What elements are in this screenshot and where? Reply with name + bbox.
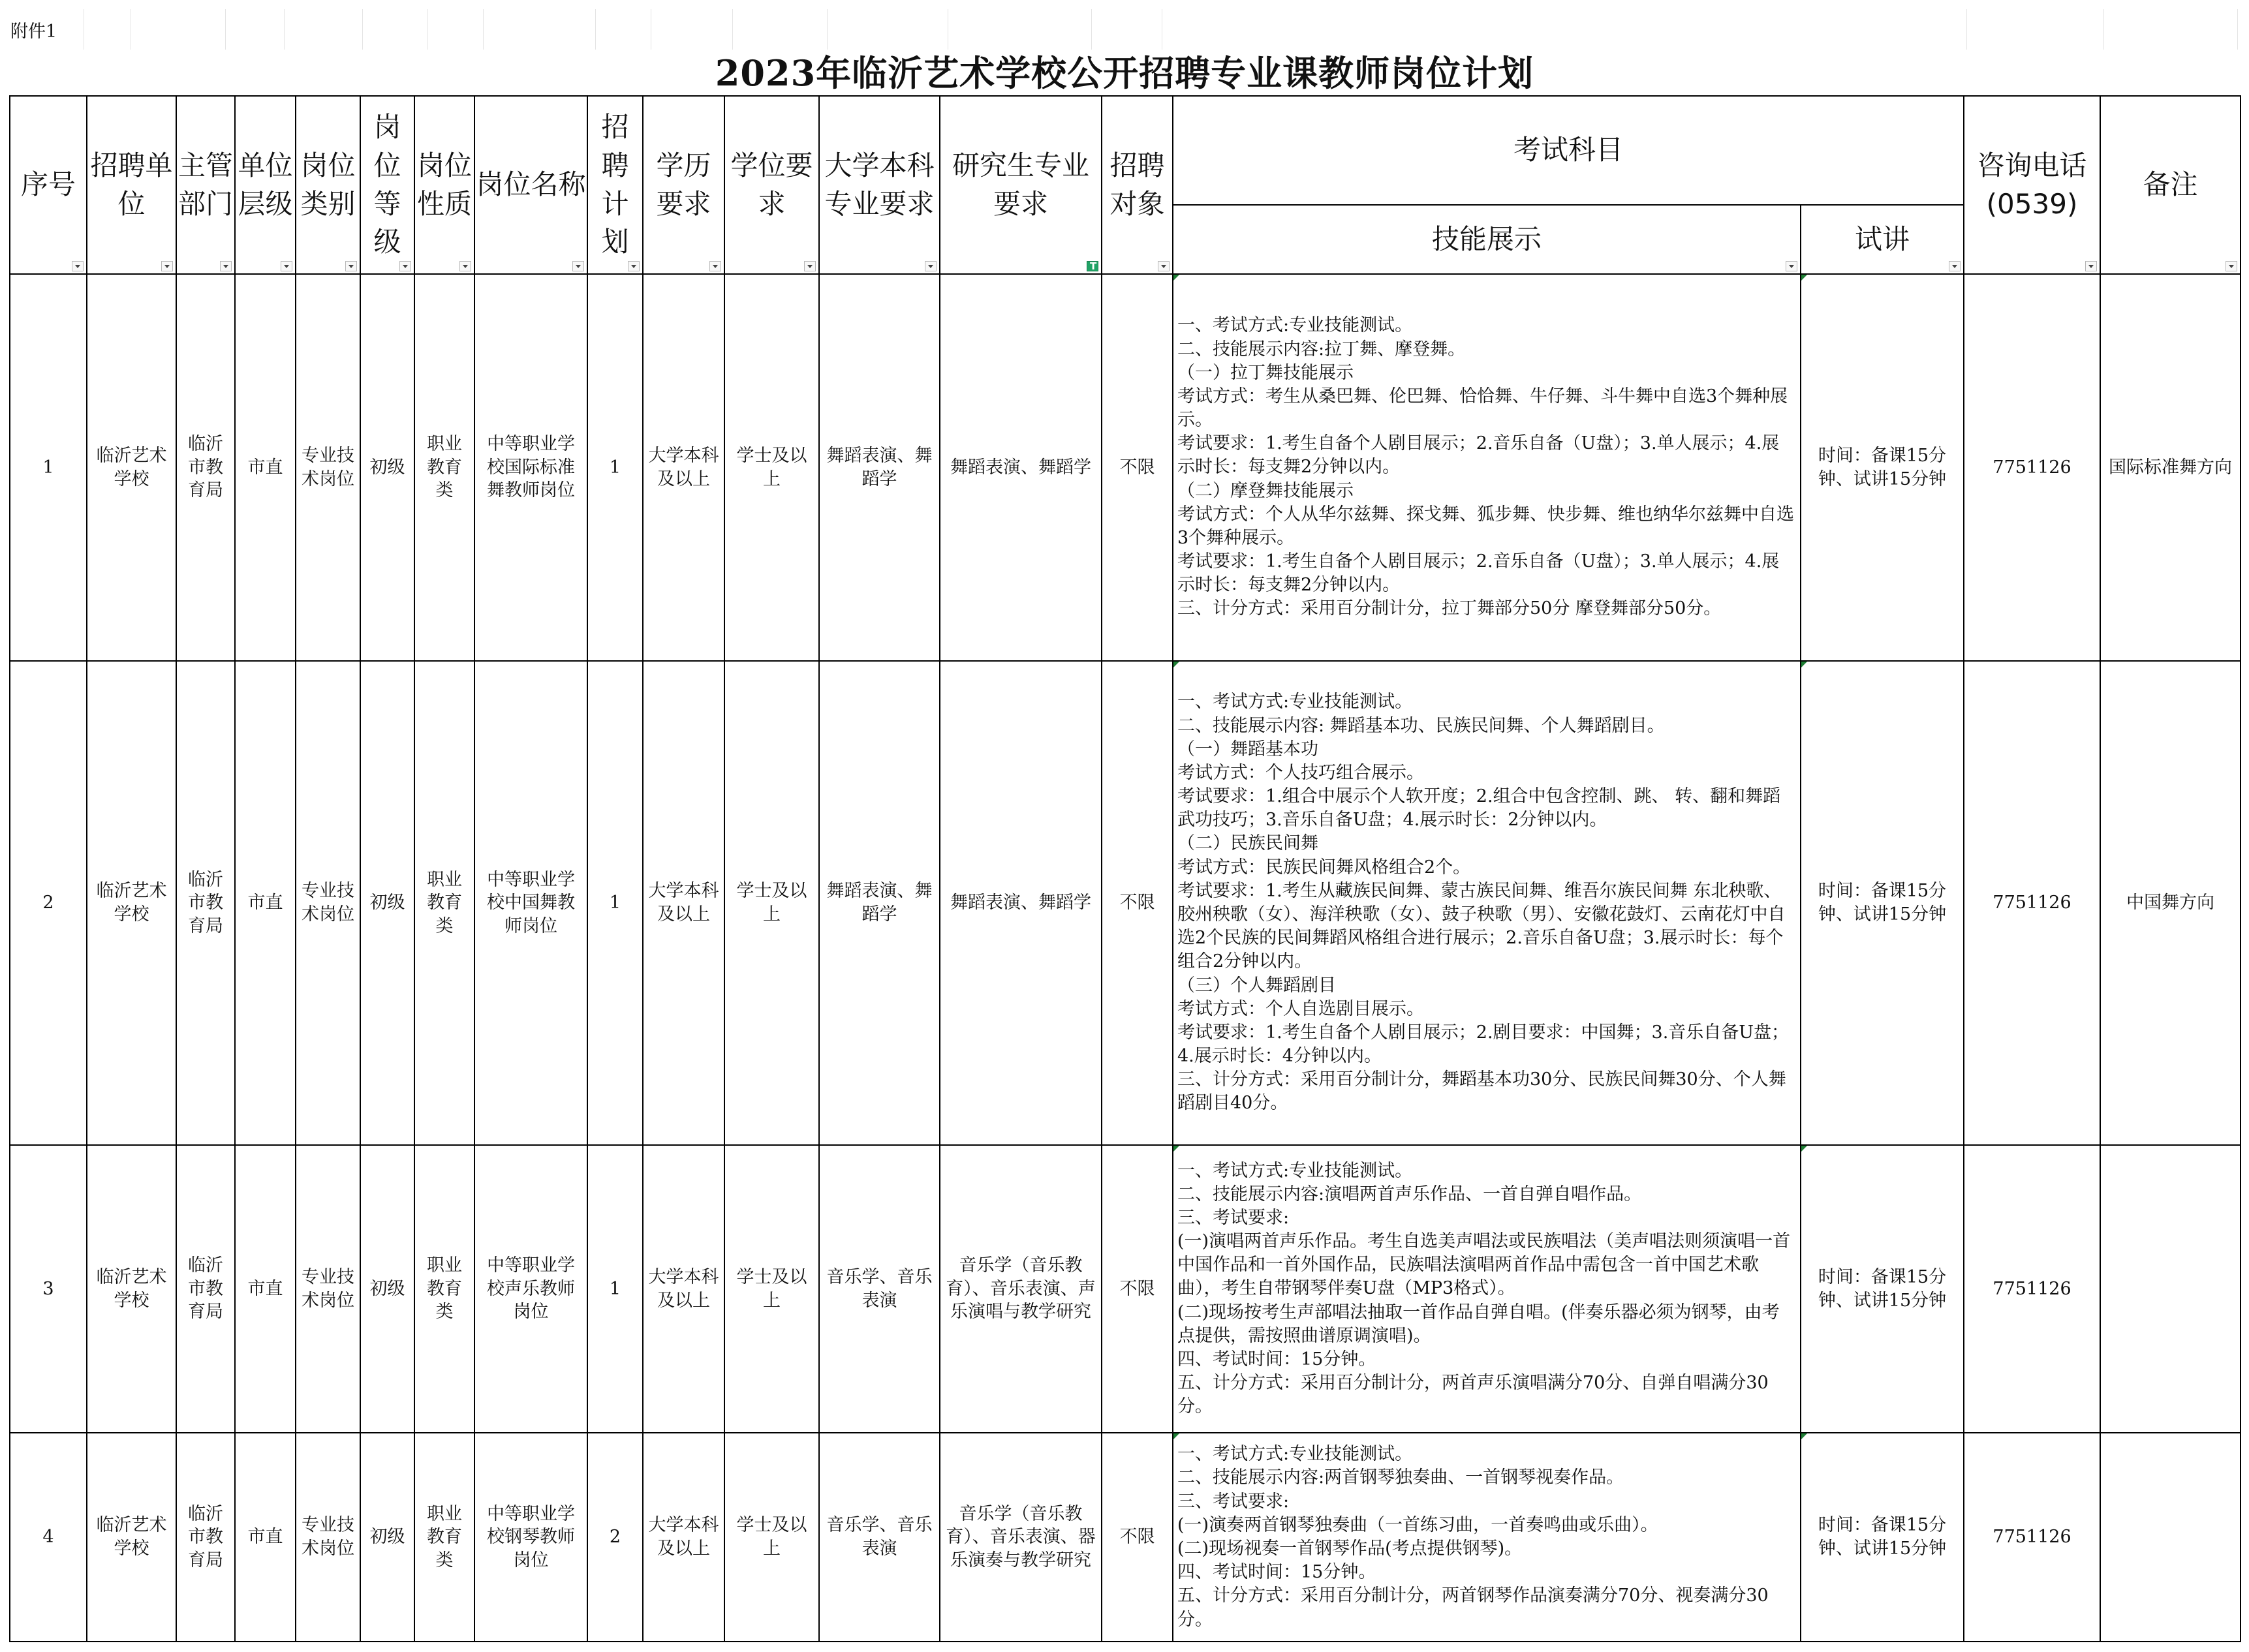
cell-major-postgrad[interactable]: 舞蹈表演、舞蹈学 <box>940 661 1102 1145</box>
cell-major-postgrad[interactable]: 舞蹈表演、舞蹈学 <box>940 274 1102 661</box>
cell-name[interactable]: 中等职业学校中国舞教师岗位 <box>474 661 587 1145</box>
cell-remark[interactable]: 中国舞方向 <box>2100 661 2241 1145</box>
filter-active-icon[interactable] <box>1087 261 1098 271</box>
cell-nature[interactable]: 职业教育类 <box>414 661 474 1145</box>
cell-major-undergrad[interactable]: 舞蹈表演、舞蹈学 <box>819 661 940 1145</box>
header-target[interactable]: 招聘对象 <box>1102 96 1173 274</box>
filter-dropdown-icon[interactable] <box>220 261 232 271</box>
cell-target[interactable]: 不限 <box>1102 1145 1173 1433</box>
cell-level[interactable]: 市直 <box>235 1433 296 1642</box>
cell-remark[interactable]: 国际标准舞方向 <box>2100 274 2241 661</box>
filter-dropdown-icon[interactable] <box>72 261 84 271</box>
cell-type[interactable]: 专业技术岗位 <box>296 661 360 1145</box>
cell-major-undergrad[interactable]: 舞蹈表演、舞蹈学 <box>819 274 940 661</box>
cell-degree[interactable]: 学士及以上 <box>724 661 819 1145</box>
comment-marker-icon <box>1173 662 1179 667</box>
table-row <box>10 1433 2241 1642</box>
cell-lecture[interactable]: 时间：备课15分钟、试讲15分钟 <box>1801 1433 1964 1642</box>
header-exam: 考试科目 <box>1173 96 1964 205</box>
cell-major-postgrad[interactable]: 音乐学（音乐教育）、音乐表演、器乐演奏与教学研究 <box>940 1433 1102 1642</box>
cell-type[interactable]: 专业技术岗位 <box>296 1145 360 1433</box>
cell-skill[interactable]: 一、考试方式:专业技能测试。 二、技能展示内容: 舞蹈基本功、民族民间舞、个人舞蹈剧目。 （一）舞蹈基本功 考试方式：个人技巧组合展示。 考试要求：1.组合中展示个人软开度；2.组合中包含控制、跳、 转、翻和舞蹈武功技巧；3.音乐自备U盘；4.展示时长：2分钟以内。 （二）民族民间舞 考试方式：民族民间舞风格组合2个。 考试要求：1.考生从藏族民间舞、蒙古族民间舞、维吾尔族民间舞 东北秧歌、胶州秧歌（女）、海洋秧歌（女）、鼓子秧歌（男）、安徽花鼓灯、云南花灯中自选2个民族的民间舞蹈风格组合进行展示；2.音乐自备U盘；3.展示时长：每个组合2分钟以内。 （三）个人舞蹈剧目 考试方式：个人自选剧目展示。 考试要求：1.考生自备个人剧目展示；2.剧目要求：中国舞；3.音乐自备U盘；4.展示时长：4分钟以内。 三、计分方式：采用百分制计分，舞蹈基本功30分、民族民间舞30分、个人舞蹈剧目40分。 <box>1173 661 1801 1145</box>
filter-dropdown-icon[interactable] <box>2226 261 2237 271</box>
header-skill[interactable]: 技能展示 <box>1173 205 1801 274</box>
filter-dropdown-icon[interactable] <box>804 261 816 271</box>
cell-edu[interactable]: 大学本科及以上 <box>643 661 724 1145</box>
comment-marker-icon <box>1173 1146 1179 1152</box>
cell-phone[interactable]: 7751126 <box>1964 1145 2100 1433</box>
comment-marker-icon <box>1801 662 1807 667</box>
cell-edu[interactable]: 大学本科及以上 <box>643 274 724 661</box>
cell-seq[interactable]: 3 <box>10 1145 87 1433</box>
cell-plan[interactable]: 2 <box>587 1433 643 1642</box>
header-seq[interactable]: 序号 <box>10 96 87 274</box>
cell-plan[interactable]: 1 <box>587 1145 643 1433</box>
cell-lecture[interactable]: 时间：备课15分钟、试讲15分钟 <box>1801 1145 1964 1433</box>
header-plan[interactable]: 招聘计划 <box>587 96 643 274</box>
cell-grade[interactable]: 初级 <box>360 1145 414 1433</box>
cell-name[interactable]: 中等职业学校声乐教师岗位 <box>474 1145 587 1433</box>
cell-type[interactable]: 专业技术岗位 <box>296 1433 360 1642</box>
header-dept[interactable]: 主管部门 <box>176 96 235 274</box>
page-title: 2023年临沂艺术学校公开招聘专业课教师岗位计划 <box>715 52 1534 94</box>
cell-dept[interactable]: 临沂市教育局 <box>176 661 235 1145</box>
header-level[interactable]: 单位层级 <box>235 96 296 274</box>
cell-dept[interactable]: 临沂市教育局 <box>176 274 235 661</box>
cell-dept[interactable]: 临沂市教育局 <box>176 1433 235 1642</box>
cell-phone[interactable]: 7751126 <box>1964 661 2100 1145</box>
cell-nature[interactable]: 职业教育类 <box>414 1145 474 1433</box>
cell-degree[interactable]: 学士及以上 <box>724 1433 819 1642</box>
cell-lecture[interactable]: 时间：备课15分钟、试讲15分钟 <box>1801 661 1964 1145</box>
cell-grade[interactable]: 初级 <box>360 274 414 661</box>
table-row <box>10 1145 2241 1433</box>
cell-plan[interactable]: 1 <box>587 661 643 1145</box>
header-major-postgrad[interactable]: 研究生专业要求 T <box>940 96 1102 274</box>
cell-phone[interactable]: 7751126 <box>1964 274 2100 661</box>
comment-marker-icon <box>1173 1433 1179 1439</box>
cell-seq[interactable]: 4 <box>10 1433 87 1642</box>
comment-marker-icon <box>1801 1146 1807 1152</box>
cell-target[interactable]: 不限 <box>1102 661 1173 1145</box>
recruitment-table <box>9 95 2241 1642</box>
filter-dropdown-icon[interactable] <box>1158 261 1170 271</box>
cell-nature[interactable]: 职业教育类 <box>414 274 474 661</box>
header-unit[interactable]: 招聘单位 <box>87 96 176 274</box>
cell-remark[interactable] <box>2100 1145 2241 1433</box>
header-degree[interactable]: 学位要求 <box>724 96 819 274</box>
filter-dropdown-icon[interactable] <box>281 261 292 271</box>
cell-name[interactable]: 中等职业学校钢琴教师岗位 <box>474 1433 587 1642</box>
cell-plan[interactable]: 1 <box>587 274 643 661</box>
filter-dropdown-icon[interactable] <box>709 261 721 271</box>
filter-dropdown-icon[interactable] <box>459 261 471 271</box>
cell-seq[interactable]: 1 <box>10 274 87 661</box>
header-edu[interactable]: 学历要求 <box>643 96 724 274</box>
cell-edu[interactable]: 大学本科及以上 <box>643 1433 724 1642</box>
cell-level[interactable]: 市直 <box>235 661 296 1145</box>
header-phone[interactable]: 咨询电话(0539) <box>1964 96 2100 274</box>
table-row <box>10 661 2241 1145</box>
cell-grade[interactable]: 初级 <box>360 661 414 1145</box>
cell-name[interactable]: 中等职业学校国际标准舞教师岗位 <box>474 274 587 661</box>
filter-dropdown-icon[interactable] <box>2085 261 2097 271</box>
cell-seq[interactable]: 2 <box>10 661 87 1145</box>
filter-dropdown-icon[interactable] <box>628 261 640 271</box>
cell-degree[interactable]: 学士及以上 <box>724 1145 819 1433</box>
cell-lecture[interactable]: 时间：备课15分钟、试讲15分钟 <box>1801 274 1964 661</box>
cell-major-undergrad[interactable]: 音乐学、音乐表演 <box>819 1433 940 1642</box>
filter-dropdown-icon[interactable] <box>345 261 357 271</box>
cell-nature[interactable]: 职业教育类 <box>414 1433 474 1642</box>
cell-skill[interactable]: 一、考试方式:专业技能测试。 二、技能展示内容:拉丁舞、摩登舞。 （一）拉丁舞技能展示 考试方式：考生从桑巴舞、伦巴舞、恰恰舞、牛仔舞、斗牛舞中自选3个舞种展示。 考试要求：1.考生自备个人剧目展示；2.音乐自备（U盘）；3.单人展示；4.展示时长：每支舞2分钟以内。 （二）摩登舞技能展示 考试方式：个人从华尔兹舞、探戈舞、狐步舞、快步舞、维也纳华尔兹舞中自选3个舞种展示。 考试要求：1.考生自备个人剧目展示；2.音乐自备（U盘）；3.单人展示；4.展示时长：每支舞2分钟以内。 三、计分方式：采用百分制计分，拉丁舞部分50分 摩登舞部分50分。 <box>1173 274 1801 661</box>
header-grade[interactable]: 岗位等级 <box>360 96 414 274</box>
cell-type[interactable]: 专业技术岗位 <box>296 274 360 661</box>
cell-level[interactable]: 市直 <box>235 1145 296 1433</box>
cell-phone[interactable]: 7751126 <box>1964 1433 2100 1642</box>
header-major-undergrad[interactable]: 大学本科专业要求 <box>819 96 940 274</box>
filter-dropdown-icon[interactable] <box>925 261 937 271</box>
cell-unit[interactable]: 临沂艺术学校 <box>87 1145 176 1433</box>
cell-dept[interactable]: 临沂市教育局 <box>176 1145 235 1433</box>
cell-unit[interactable]: 临沂艺术学校 <box>87 661 176 1145</box>
cell-degree[interactable]: 学士及以上 <box>724 274 819 661</box>
cell-skill[interactable]: 一、考试方式:专业技能测试。 二、技能展示内容:两首钢琴独奏曲、一首钢琴视奏作品。 三、考试要求: (一)演奏两首钢琴独奏曲（一首练习曲，一首奏鸣曲或乐曲）。 (二)现场视奏一首钢琴作品(考点提供钢琴)。 四、考试时间：15分钟。 五、计分方式：采用百分制计分，两首钢琴作品演奏满分70分、视奏满分30分。 <box>1173 1433 1801 1642</box>
comment-marker-icon <box>1801 1433 1807 1439</box>
filter-dropdown-icon[interactable] <box>572 261 584 271</box>
cell-skill[interactable]: 一、考试方式:专业技能测试。 二、技能展示内容:演唱两首声乐作品、一首自弹自唱作品。 三、考试要求: (一)演唱两首声乐作品。考生自选美声唱法或民族唱法（美声唱法则须演唱一首中国作品和一首外国作品，民族唱法演唱两首作品中需包含一首中国艺术歌曲），考生自带钢琴伴奏U盘（MP3格式）。 (二)现场按考生声部唱法抽取一首作品自弹自唱。(伴奏乐器必须为钢琴，由考点提供，需按照曲谱原调演唱)。 四、考试时间：15分钟。 五、计分方式：采用百分制计分，两首声乐演唱满分70分、自弹自唱满分30分。 <box>1173 1145 1801 1433</box>
cell-major-postgrad[interactable]: 音乐学（音乐教育）、音乐表演、声乐演唱与教学研究 <box>940 1145 1102 1433</box>
cell-target[interactable]: 不限 <box>1102 1433 1173 1642</box>
comment-marker-icon <box>1801 275 1807 281</box>
filter-dropdown-icon[interactable] <box>1949 261 1961 271</box>
header-lecture[interactable]: 试讲 <box>1801 205 1964 274</box>
header-type[interactable]: 岗位类别 <box>296 96 360 274</box>
attachment-label: 附件1 <box>10 22 57 42</box>
header-name[interactable]: 岗位名称 <box>474 96 587 274</box>
spreadsheet-grid-lines <box>7 9 2239 50</box>
cell-remark[interactable] <box>2100 1433 2241 1642</box>
cell-unit[interactable]: 临沂艺术学校 <box>87 1433 176 1642</box>
cell-edu[interactable]: 大学本科及以上 <box>643 1145 724 1433</box>
cell-target[interactable]: 不限 <box>1102 274 1173 661</box>
header-nature[interactable]: 岗位性质 <box>414 96 474 274</box>
cell-major-undergrad[interactable]: 音乐学、音乐表演 <box>819 1145 940 1433</box>
filter-dropdown-icon[interactable] <box>161 261 173 271</box>
cell-unit[interactable]: 临沂艺术学校 <box>87 274 176 661</box>
comment-marker-icon <box>1173 275 1179 281</box>
header-remark[interactable]: 备注 <box>2100 96 2241 274</box>
filter-dropdown-icon[interactable] <box>1786 261 1797 271</box>
cell-grade[interactable]: 初级 <box>360 1433 414 1642</box>
filter-dropdown-icon[interactable] <box>399 261 411 271</box>
cell-level[interactable]: 市直 <box>235 274 296 661</box>
table-row <box>10 274 2241 661</box>
